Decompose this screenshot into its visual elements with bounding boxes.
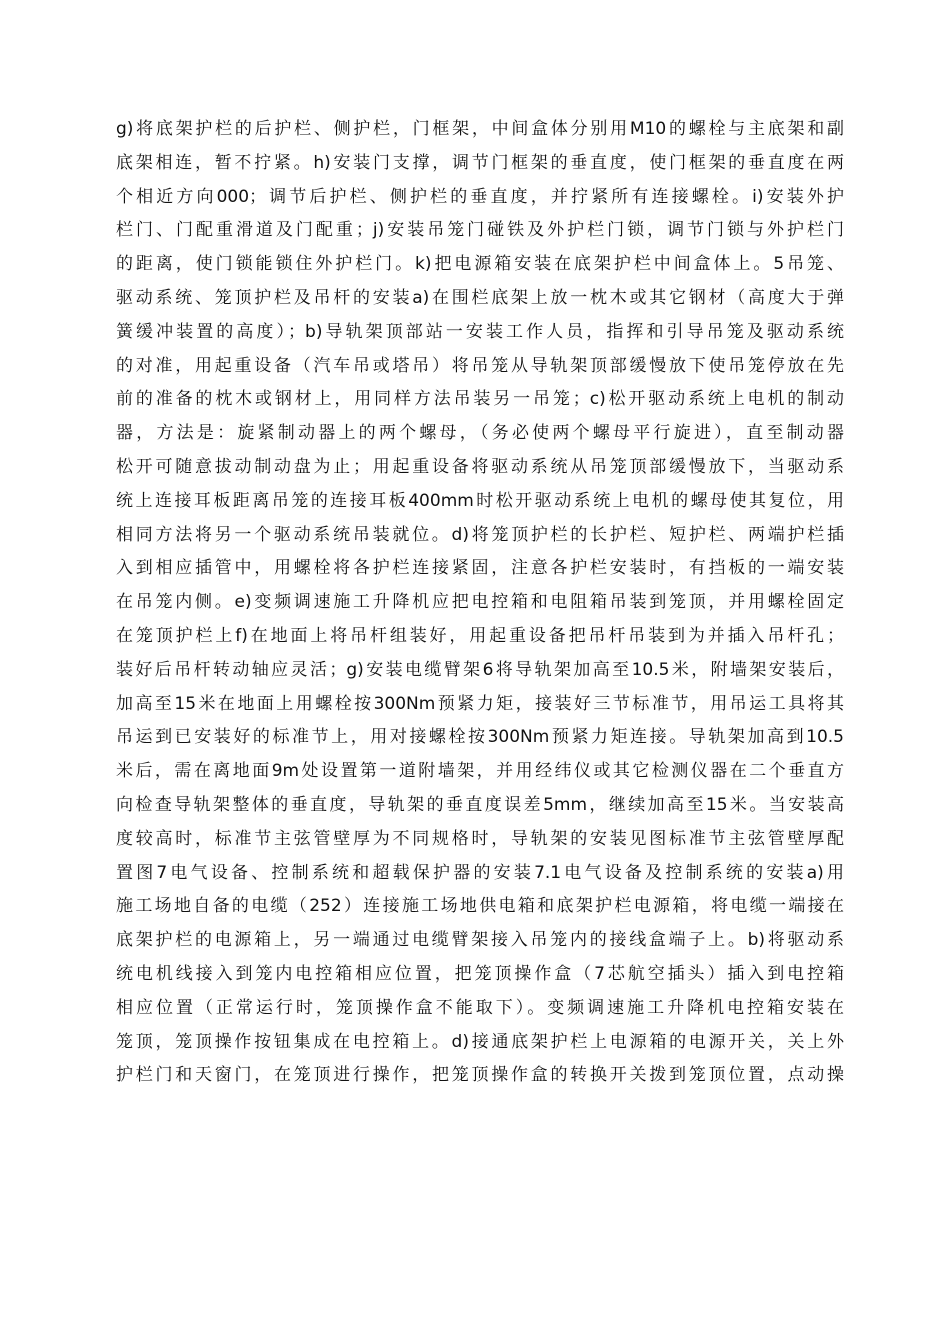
text-line: 相应位置（正常运行时，笼顶操作盒不能取下）。变频调速施工升降机电控箱安装在 — [116, 997, 844, 1018]
text-line: 个相近方向000；调节后护栏、侧护栏的垂直度，并拧紧所有连接螺栓。i)安装外护 — [116, 186, 844, 207]
text-line: 置图7电气设备、控制系统和超载保护器的安装7.1电气设备及控制系统的安装a)用 — [116, 862, 844, 883]
text-line: 在吊笼内侧。e)变频调速施工升降机应把电控箱和电阻箱吊装到笼顶，并用螺栓固定 — [116, 592, 844, 613]
text-line: 栏门、门配重滑道及门配重；j)安装吊笼门碰铁及外护栏门锁，调节门锁与外护栏门 — [116, 220, 844, 241]
text-line: 米后，需在离地面9m处设置第一道附墙架，并用经纬仪或其它检测仪器在二个垂直方 — [116, 761, 844, 782]
text-line: 统电机线接入到笼内电控箱相应位置，把笼顶操作盒（7芯航空插头）插入到电控箱 — [116, 963, 844, 984]
text-line: 的对准，用起重设备（汽车吊或塔吊）将吊笼从导轨架顶部缓慢放下使吊笼停放在先 — [116, 355, 844, 376]
text-line: 入到相应插管中，用螺栓将各护栏连接紧固，注意各护栏安装时，有挡板的一端安装 — [116, 558, 844, 579]
text-line: 相同方法将另一个驱动系统吊装就位。d)将笼顶护栏的长护栏、短护栏、两端护栏插 — [116, 524, 844, 545]
text-line: 施工场地自备的电缆（252）连接施工场地供电箱和底架护栏电源箱，将电缆一端接在 — [116, 896, 844, 917]
text-line: 松开可随意拔动制动盘为止；用起重设备将驱动系统从吊笼顶部缓慢放下，当驱动系 — [116, 456, 844, 477]
text-line: 度较高时，标准节主弦管壁厚为不同规格时，导轨架的安装见图标准节主弦管壁厚配 — [116, 828, 844, 849]
text-line: 器，方法是：旋紧制动器上的两个螺母，（务必使两个螺母平行旋进），直至制动器 — [116, 423, 844, 444]
text-line: 底架护栏的电源箱上，另一端通过电缆臂架接入吊笼内的接线盒端子上。b)将驱动系 — [116, 930, 844, 951]
text-line: 底架相连，暂不拧紧。h)安装门支撑，调节门框架的垂直度，使门框架的垂直度在两 — [116, 152, 844, 173]
text-line: 吊运到已安装好的标准节上，用对接螺栓按300Nm预紧力矩连接。导轨架加高到10.5 — [116, 727, 844, 748]
text-line: 装好后吊杆转动轴应灵活；g)安装电缆臂架6将导轨架加高至10.5米，附墙架安装后， — [116, 659, 844, 680]
text-line: 护栏门和天窗门，在笼顶进行操作，把笼顶操作盒的转换开关拨到笼顶位置，点动操 — [116, 1065, 844, 1086]
text-line: 加高至15米在地面上用螺栓按300Nm预紧力矩，接装好三节标准节，用吊运工具将其 — [116, 693, 844, 714]
text-line: 簧缓冲装置的高度）；b)导轨架顶部站一安装工作人员，指挥和引导吊笼及驱动系统 — [116, 321, 844, 342]
text-line: 向检查导轨架整体的垂直度，导轨架的垂直度误差5mm，继续加高至15米。当安装高 — [116, 794, 844, 815]
text-line: 驱动系统、笼顶护栏及吊杆的安装a)在围栏底架上放一枕木或其它钢材（高度大于弹 — [116, 287, 844, 308]
body-text — [116, 113, 844, 1093]
text-line: 前的准备的枕木或钢材上，用同样方法吊装另一吊笼；c)松开驱动系统上电机的制动 — [116, 389, 844, 410]
text-line: 笼顶，笼顶操作按钮集成在电控箱上。d)接通底架护栏上电源箱的电源开关，关上外 — [116, 1031, 844, 1052]
text-line: 统上连接耳板距离吊笼的连接耳板400mm时松开驱动系统上电机的螺母使其复位，用 — [116, 490, 844, 511]
text-line: 的距离，使门锁能锁住外护栏门。k)把电源箱安装在底架护栏中间盒体上。5吊笼、 — [116, 254, 844, 275]
text-line: g)将底架护栏的后护栏、侧护栏，门框架，中间盒体分别用M10的螺栓与主底架和副 — [116, 119, 844, 139]
text-line: 在笼顶护栏上f)在地面上将吊杆组装好，用起重设备把吊杆吊装到为并插入吊杆孔； — [116, 625, 844, 646]
